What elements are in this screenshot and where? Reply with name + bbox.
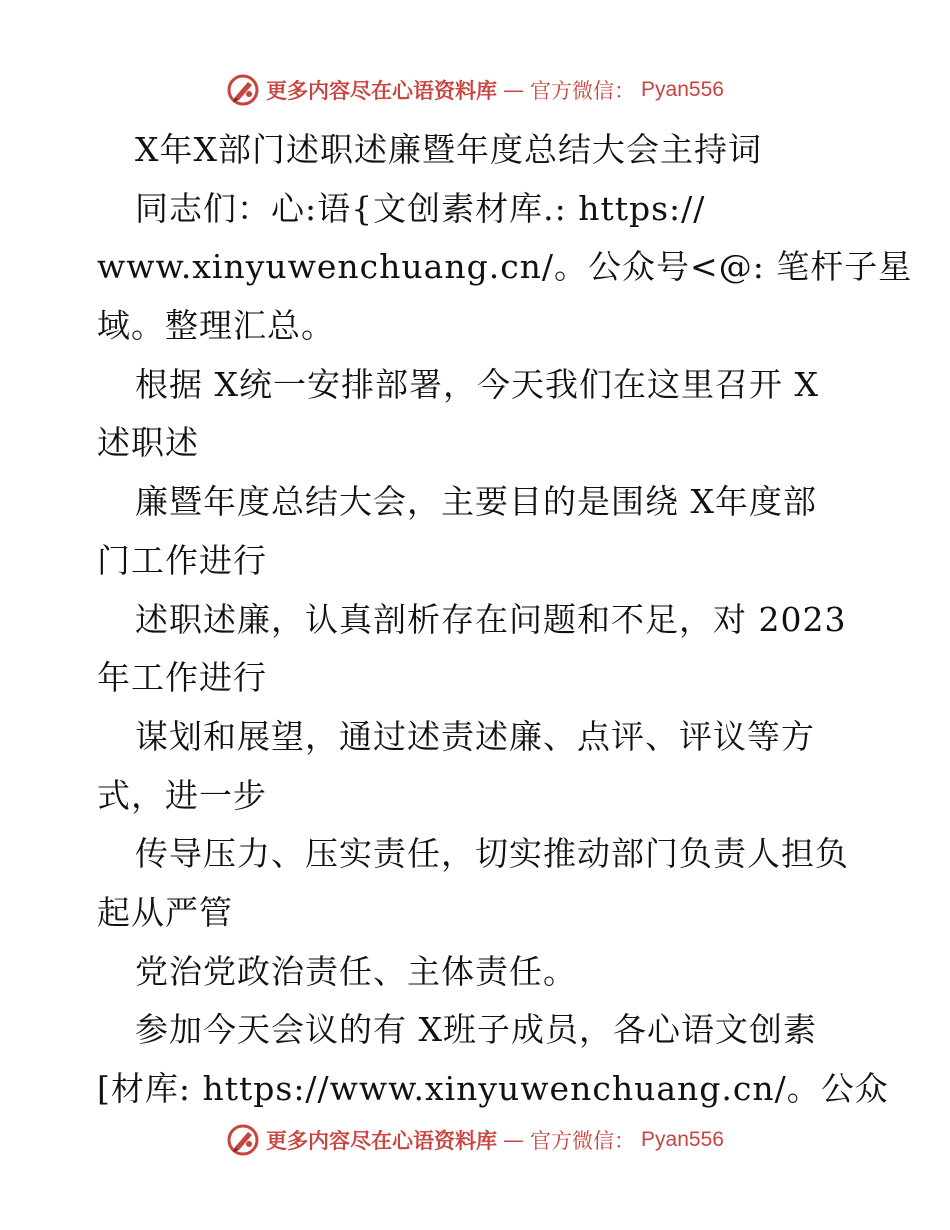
text-line: 门工作进行 <box>97 540 267 580</box>
header-banner <box>0 70 950 110</box>
banner-wechat-label: 官方微信： <box>530 79 636 103</box>
text-line: 起从严管 <box>97 892 233 932</box>
text-line: 式，进一步 <box>97 775 267 815</box>
text-line: www.xinyuwenchuang.cn/。公众号<@: 笔杆子星 <box>97 247 913 287</box>
text-line: 谋划和展望，通过述责述廉、点评、评议等方 <box>135 716 815 756</box>
text-line: 根据 X统一安排部署，今天我们在这里召开 X <box>135 364 819 404</box>
text-line: 参加今天会议的有 X班子成员，各心语文创素 <box>135 1010 817 1050</box>
text-line: [材库: https://www.xinyuwenchuang.cn/。公众 <box>97 1069 889 1108</box>
footer-banner <box>0 1120 950 1160</box>
text-line: 年工作进行 <box>97 658 267 698</box>
banner-brand-text: 更多内容尽在心语资料库 <box>266 1129 498 1153</box>
document-body <box>97 121 913 1119</box>
text-line: 党治党政治责任、主体责任。 <box>135 951 577 991</box>
text-line: 传导压力、压实责任，切实推动部门负责人担负 <box>135 834 849 874</box>
banner-dash: — <box>503 78 525 102</box>
text-line: 同志们：心:语{文创素材库.: https:// <box>135 188 706 228</box>
banner-dash: — <box>503 1128 525 1152</box>
text-line: 廉暨年度总结大会，主要目的是围绕 X年度部 <box>135 482 817 522</box>
brand-logo-icon <box>226 1123 260 1157</box>
banner-wechat-id: Pyan556 <box>641 1128 724 1151</box>
banner-wechat-id: Pyan556 <box>641 78 724 101</box>
brand-logo-icon <box>226 73 260 107</box>
text-line: 述职述 <box>97 423 199 463</box>
banner-brand-text: 更多内容尽在心语资料库 <box>266 79 498 103</box>
document-title: X年X部门述职述廉暨年度总结大会主持词 <box>135 130 762 169</box>
text-line: 述职述廉，认真剖析存在问题和不足，对 2023 <box>135 599 847 639</box>
text-line: 域。整理汇总。 <box>97 306 335 346</box>
banner-wechat-label: 官方微信： <box>530 1129 636 1153</box>
